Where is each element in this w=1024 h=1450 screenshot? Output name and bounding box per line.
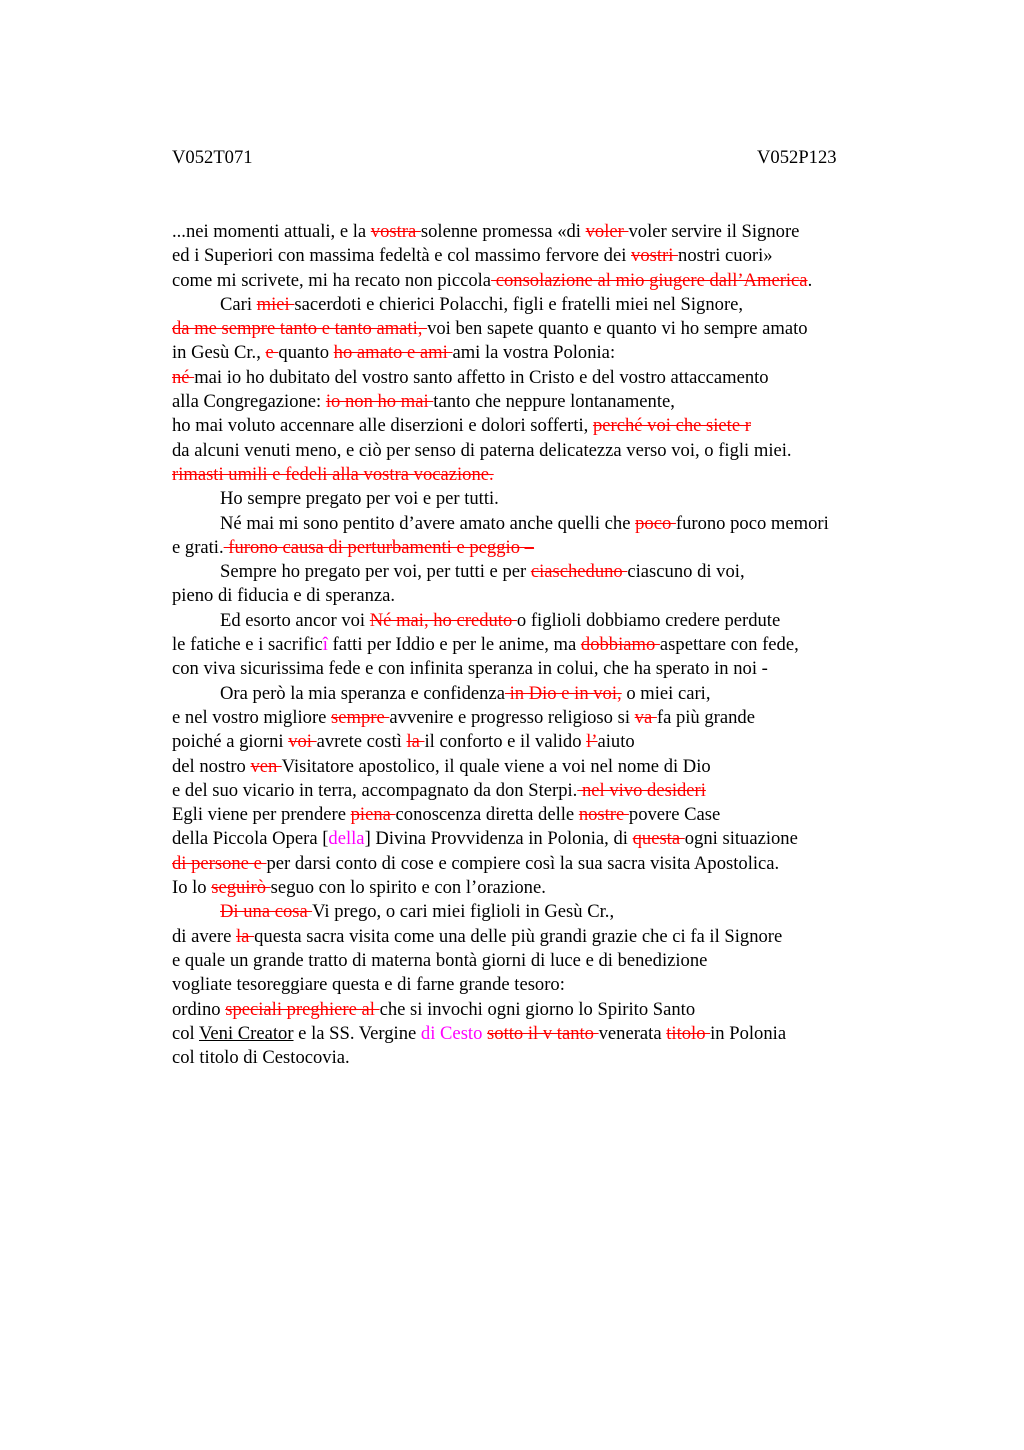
deleted-text: io non ho mai [325, 391, 434, 413]
text-line [172, 536, 932, 560]
text-run: . [807, 269, 813, 291]
deleted-text: ho amato e ami [333, 342, 453, 364]
text-run: avvenire e progresso religioso si [389, 706, 635, 728]
text-run: questa sacra visita come una delle più grandi grazie che ci fa il Signore [254, 925, 783, 947]
text-run: venerata [598, 1022, 667, 1044]
text-run: ordino [172, 998, 226, 1020]
text-run: Sempre ho pregato per voi, per tutti e per [220, 561, 531, 583]
text-line [172, 706, 932, 730]
header-page-code: V052P123 [757, 147, 837, 168]
text-run: avrete costì [316, 731, 407, 753]
text-run: Né mai mi sono pentito d’avere amato anche quelli che [220, 512, 636, 534]
deleted-text: da me sempre tanto e tanto amati, [172, 318, 428, 340]
deleted-text: e [265, 342, 279, 364]
text-line [172, 512, 932, 536]
text-run: col [172, 1022, 200, 1044]
text-line [172, 1022, 932, 1046]
text-run: e del suo vicario in terra, accompagnato da don Sterpi. [172, 779, 578, 801]
deleted-text: nel vivo desideri [577, 779, 706, 801]
deleted-text: rimasti umili e fedeli alla vostra vocazione. [172, 463, 494, 485]
text-line [172, 366, 932, 390]
text-run: ] Divina Provvidenza in Polonia, di [364, 828, 633, 850]
text-run: da alcuni venuti meno, e ciò per senso di paterna delicatezza verso voi, o figli miei. [172, 439, 792, 461]
letter-body [172, 220, 932, 1070]
deleted-text: vostra [370, 221, 421, 242]
text-line [172, 463, 932, 487]
text-line [172, 293, 932, 317]
text-run: ...nei momenti attuali, e la [172, 221, 371, 242]
deleted-text: vostri [631, 245, 679, 267]
text-run: e grati. [172, 536, 224, 558]
text-run: in Polonia [710, 1022, 787, 1044]
text-run: poiché a giorni [172, 731, 289, 753]
text-run: Cari [220, 293, 257, 315]
text-run: di avere [172, 925, 237, 947]
text-run: Ed esorto ancor voi [220, 609, 370, 631]
text-run: Ho sempre pregato per voi e per tutti. [220, 488, 499, 510]
text-line [172, 609, 932, 633]
text-run: ciascuno di voi, [627, 561, 745, 583]
text-run: Io lo [172, 877, 212, 899]
text-run: voi ben sapete quanto e quanto vi ho sempre amato [427, 318, 808, 340]
deleted-text: seguirò [211, 877, 271, 899]
text-run: ho mai voluto accennare alle diserzioni e dolori sofferti, [172, 415, 593, 437]
text-line [172, 900, 932, 924]
text-line [172, 560, 932, 584]
text-run: Egli viene per prendere [172, 804, 351, 826]
deleted-text: né [172, 366, 195, 388]
text-line [172, 779, 932, 803]
deleted-text: consolazione al mio giugere dall’America [491, 269, 808, 291]
text-run: Ora però la mia speranza e confidenza [220, 682, 505, 704]
deleted-text: in Dio e in voi, [504, 682, 622, 704]
text-run: tanto che neppure lontanamente, [433, 391, 675, 413]
text-line [172, 317, 932, 341]
deleted-text: voler [585, 221, 629, 242]
text-run: come mi scrivete, mi ha recato non piccola [172, 269, 492, 291]
header-doc-code: V052T071 [172, 147, 253, 168]
text-line [172, 755, 932, 779]
text-run: e la SS. Vergine [293, 1022, 421, 1044]
text-run: vogliate tesoreggiare questa e di farne grande tesoro: [172, 974, 565, 996]
deleted-text: ciascheduno [530, 561, 628, 583]
inserted-text: della [328, 828, 365, 850]
text-run: con viva sicurissima fede e con infinita speranza in colui, che ha sperato in noi - [172, 658, 768, 680]
text-run: del nostro [172, 755, 251, 777]
deleted-text: la [406, 731, 425, 753]
text-run: seguo con lo spirito e con l’orazione. [270, 877, 546, 899]
deleted-text: va [634, 706, 657, 728]
text-run: il conforto e il valido [424, 731, 587, 753]
text-line [172, 584, 932, 608]
text-line [172, 876, 932, 900]
underlined-text: Veni Creator [199, 1022, 294, 1044]
text-run: ami la vostra Polonia: [452, 342, 616, 364]
text-line [172, 220, 932, 244]
deleted-text: la [236, 925, 255, 947]
text-run: Visitatore apostolico, il quale viene a voi nel nome di Dio [281, 755, 711, 777]
deleted-text: perché voi che siete r [592, 415, 751, 437]
inserted-text: î [322, 634, 328, 656]
text-line [172, 682, 932, 706]
deleted-text: di persone e [172, 852, 267, 874]
deleted-text: miei [256, 293, 295, 315]
deleted-text: dobbiamo [580, 634, 660, 656]
text-line [172, 803, 932, 827]
text-run: voler servire il Signore [628, 221, 800, 242]
text-run: per darsi conto di cose e compiere così la sua sacra visita Apostolica. [266, 852, 780, 874]
text-run: povere Case [628, 804, 721, 826]
text-run: che si invochi ogni giorno lo Spirito Santo [379, 998, 696, 1020]
text-run: della Piccola Opera [ [172, 828, 329, 850]
text-line [172, 657, 932, 681]
deleted-text: nostre [578, 804, 629, 826]
text-run: pieno di fiducia e di speranza. [172, 585, 396, 607]
text-run: e quale un grande tratto di materna bontà giorni di luce e di benedizione [172, 949, 708, 971]
deleted-text: ven [250, 755, 282, 777]
text-line [172, 730, 932, 754]
text-run: ed i Superiori con massima fedeltà e col massimo fervore dei [172, 245, 632, 267]
deleted-text: Né mai, ho creduto [369, 609, 517, 631]
text-line [172, 925, 932, 949]
deleted-text: poco [635, 512, 676, 534]
text-line [172, 414, 932, 438]
text-run: quanto [278, 342, 334, 364]
deleted-text: Di una cosa [220, 901, 313, 923]
text-run: mai io ho dubitato del vostro santo affetto in Cristo e del vostro attaccamento [194, 366, 769, 388]
text-line [172, 827, 932, 851]
deleted-text: titolo [666, 1022, 711, 1044]
text-run: sacerdoti e chierici Polacchi, figli e fratelli miei nel Signore, [294, 293, 744, 315]
text-run: furono poco memori [675, 512, 829, 534]
text-run: aspettare con fede, [659, 634, 799, 656]
text-run: in Gesù Cr., [172, 342, 266, 364]
text-run: alla Congregazione: [172, 391, 326, 413]
text-line [172, 852, 932, 876]
text-run: le fatiche e i sacrific [172, 634, 323, 656]
text-line [172, 439, 932, 463]
text-line [172, 998, 932, 1022]
text-line [172, 341, 932, 365]
text-run: Vi prego, o cari miei figlioli in Gesù Cr., [312, 901, 615, 923]
text-line [172, 390, 932, 414]
deleted-text: questa [632, 828, 685, 850]
text-run: e nel vostro migliore [172, 706, 332, 728]
text-line [172, 244, 932, 268]
text-run: fa più grande [656, 706, 755, 728]
text-line [172, 1046, 932, 1070]
deleted-text: speciali preghiere al [225, 998, 380, 1020]
deleted-text: sotto il v tanto [487, 1022, 599, 1044]
deleted-text: l’ [586, 731, 598, 753]
deleted-text: sempre [331, 706, 390, 728]
text-line [172, 633, 932, 657]
text-run: conoscenza diretta delle [395, 804, 579, 826]
text-run: solenne promessa «di [420, 221, 586, 242]
deleted-text: piena [350, 804, 396, 826]
text-line [172, 487, 932, 511]
text-run: nostri cuori» [678, 245, 773, 267]
text-run: o figlioli dobbiamo credere perdute [516, 609, 781, 631]
inserted-text: di Cesto [420, 1022, 483, 1044]
text-line [172, 949, 932, 973]
text-run: fatti per Iddio e per le anime, ma [327, 634, 581, 656]
text-run: col titolo di Cestocovia. [172, 1047, 350, 1069]
text-run: ogni situazione [684, 828, 798, 850]
deleted-text: furono causa di perturbamenti e peggio – [223, 536, 534, 558]
text-line [172, 269, 932, 293]
text-run: aiuto [597, 731, 635, 753]
deleted-text: voi [288, 731, 317, 753]
text-run: o miei cari, [621, 682, 711, 704]
text-line [172, 973, 932, 997]
